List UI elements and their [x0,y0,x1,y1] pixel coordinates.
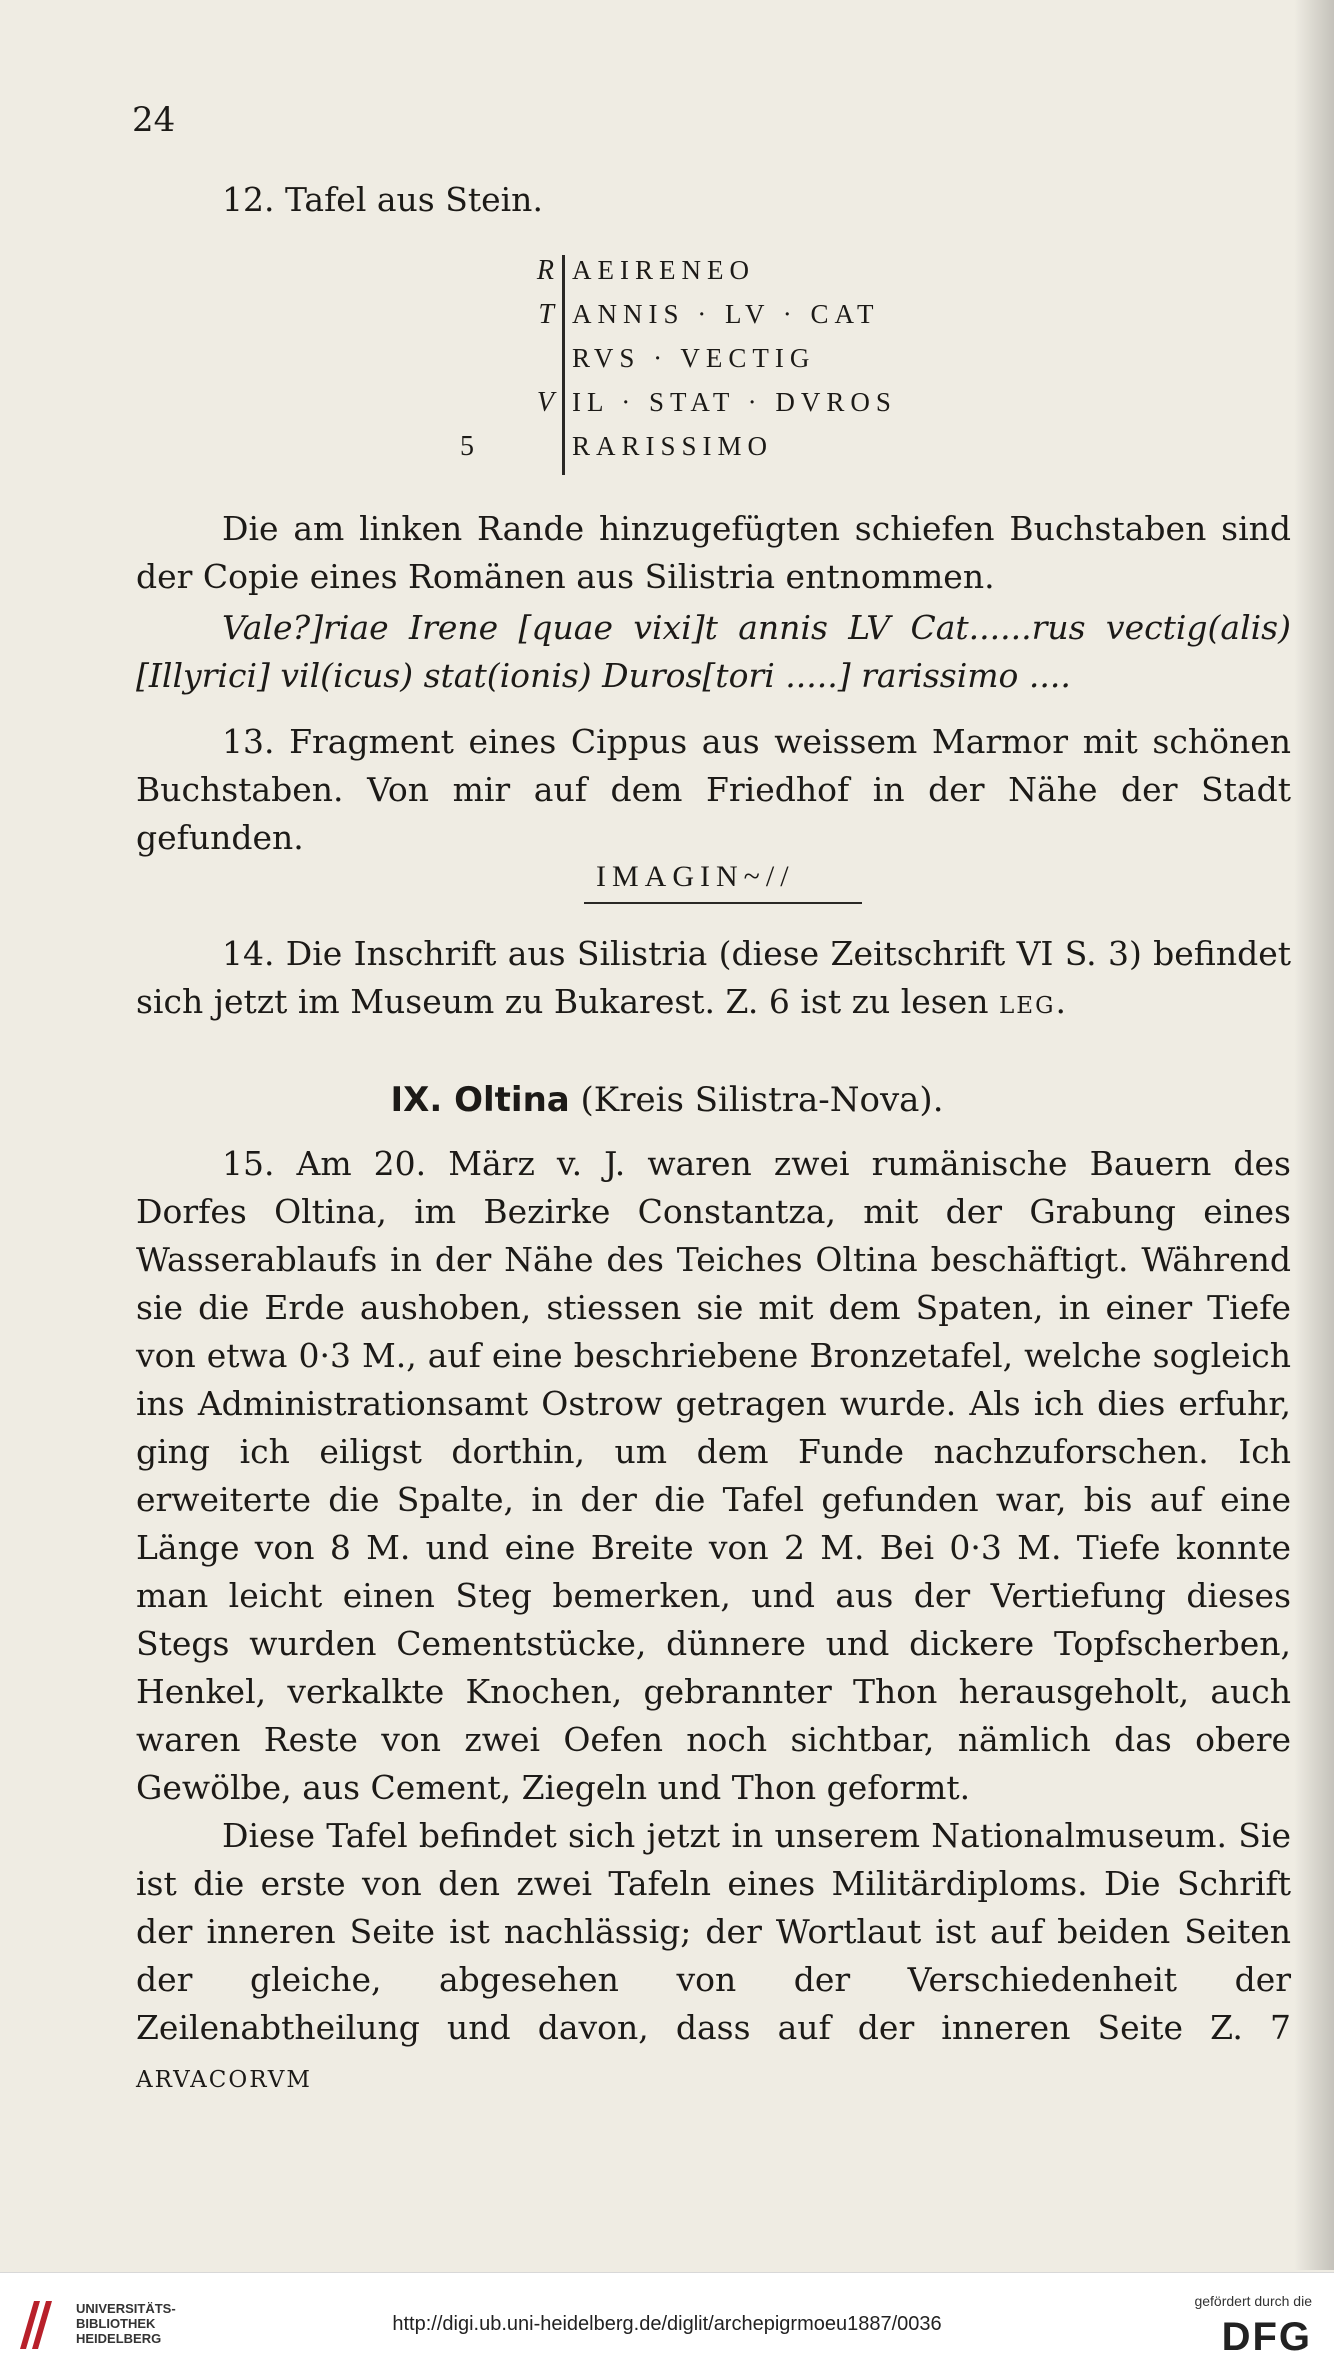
paragraph-14-text: 14. Die Inschrift aus Silistria (diese Zeitschrift VI S. 3) befindet sich jetzt im Museum zu Bukarest. Z. 6 ist zu lesen [136,934,1291,1021]
paragraph-16 [136,1812,1291,2100]
inscription-line-number: 5 [460,431,474,462]
paragraph-14-reading: leg. [999,982,1068,1021]
paragraph-16-text: Diese Tafel befindet sich jetzt in unserem Nationalmuseum. Sie ist die erste von den zwei Tafeln eines Militärdiploms. Die Schrift der inneren Seite ist nachlässig; der Wortlaut ist auf beiden Seiten der gleiche, abgesehen von der Verschiedenheit der Zeilenabtheilung und davon, dass auf der inneren Seite Z. 7 [136,1816,1291,2047]
paragraph-reading: Vale?]riae Irene [quae vixi]t annis LV Cat......rus vectig(alis) [Illyrici] vil(icus) stat(ionis) Duros[tori .....] rarissimo .... [136,608,1291,695]
heading-subtitle: (Kreis Silistra-Nova). [569,1080,944,1120]
inscription-text: ANNIS · LV · CAT [572,299,880,329]
source-url-link[interactable]: http://digi.ub.uni-heidelberg.de/diglit/archepigrmoeu1887/0036 [392,2313,942,2335]
inscription-text: IL · STAT · DVROS [572,387,897,417]
paragraph-15: 15. Am 20. März v. J. waren zwei rumänische Bauern des Dorfes Oltina, im Bezirke Constantza, mit der Grabung eines Wasserablaufs in der Nähe des Teiches Oltina beschäftigt. Während sie die Erde aushoben, stiessen sie mit dem Spaten, in einer Tiefe von etwa 0·3 M., auf eine beschriebene Bronzetafel, welche sogleich ins Administrationsamt Ostrow getragen wurde. Als ich dies erfuhr, ging ich eiligst dorthin, um dem Funde nachzuforschen. Ich erweiterte die Spalte, in der die Tafel gefunden war, bis auf eine Länge von 8 M. und eine Breite von 2 M. Bei 0·3 M. Tiefe konnte man leicht einen Steg bemerken, und aus der Vertiefung dieses Stegs wurden Cementstücke, dünnere und dickere Topfscherben, Henkel, verkalkte Knochen, gebrannter Thon herausgeholt, auch waren Reste von zwei Oefen noch sichtbar, nämlich das obere Gewölbe, aus Cement, Ziegeln und Thon geformt. [136,1144,1291,1807]
page-edge-shadow [1294,0,1334,2270]
inscription-text: AEIRENEO [572,255,755,285]
inscription-margin-letter: V [536,387,560,418]
section-heading-oltina [0,1080,1334,1120]
inscription-border [562,431,565,475]
inscription-row [490,387,897,431]
inscription-border [562,255,565,299]
inscription-margin-letter: R [536,255,560,286]
inscription-transcription [460,255,897,475]
inscription-row [490,255,870,299]
inscription-row [490,343,870,387]
sponsor-note: gefördert durch die [1194,2293,1312,2309]
heading-title: IX. Oltina [390,1080,570,1120]
library-name-line: BIBLIOTHEK [76,2316,156,2331]
inscription-text: RVS · VECTIG [572,343,816,373]
paragraph-13: 13. Fragment eines Cippus aus weissem Marmor mit schönen Buchstaben. Von mir auf dem Friedhof in der Nähe der Stadt gefunden. [136,722,1291,857]
footer-bar [0,2272,1334,2374]
inscription-row [460,431,870,475]
paragraph-14 [136,930,1291,1026]
dfg-logo: DFG [1221,2315,1312,2359]
page-number: 24 [132,100,176,140]
library-name-line: HEIDELBERG [76,2331,162,2346]
inscription-border [562,387,565,431]
inscription-margin-letter: T [538,299,560,330]
inscription-border [562,299,565,343]
inscription-row [490,299,880,343]
fragment-rule [584,902,862,904]
inscription-border [562,343,565,387]
paragraph-copy-note: Die am linken Rande hinzugefügten schiefen Buchstaben sind der Copie eines Romänen aus Silistria entnommen. [136,509,1291,596]
inscription-text: RARISSIMO [572,431,774,461]
library-name-line: UNIVERSITÄTS- [76,2301,176,2316]
fragment-inscription: IMAGIN~// [596,860,795,893]
paragraph-16-reading: arvacorvm [136,2056,312,2095]
section-12-title: 12. Tafel aus Stein. [222,180,543,219]
